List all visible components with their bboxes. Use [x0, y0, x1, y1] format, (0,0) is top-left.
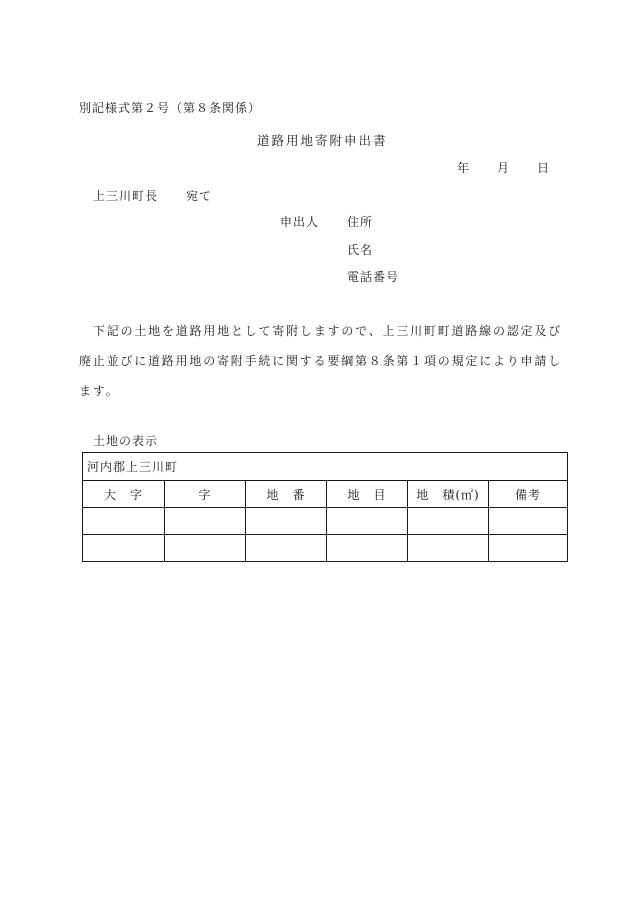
address-label: 住所 — [347, 215, 374, 229]
column-header-oaza: 大 字 — [83, 481, 165, 508]
date-month-label: 月 — [497, 161, 511, 175]
table-cell[interactable] — [489, 535, 568, 562]
table-cell[interactable] — [246, 535, 327, 562]
phone-label: 電話番号 — [347, 270, 400, 284]
land-section-heading: 土地の表示 — [93, 434, 159, 448]
table-cell[interactable] — [489, 508, 568, 535]
column-header-chiban: 地 番 — [246, 481, 327, 508]
date-year-label: 年 — [457, 161, 471, 175]
table-cell[interactable] — [408, 508, 489, 535]
location-cell: 河内郡上三川町 — [83, 453, 568, 481]
table-cell[interactable] — [246, 508, 327, 535]
addressee-name: 上三川町長 — [93, 189, 159, 203]
table-cell[interactable] — [165, 508, 246, 535]
date-day-label: 日 — [537, 161, 551, 175]
name-label: 氏名 — [347, 243, 374, 257]
column-header-area: 地 積(㎡) — [408, 481, 489, 508]
header-row — [83, 481, 568, 508]
body-line-2: 廃止並びに道路用地の寄附手続に関する要綱第８条第１項の規定により申請し — [79, 354, 563, 368]
table-cell[interactable] — [83, 535, 165, 562]
land-table — [82, 452, 568, 562]
table-cell[interactable] — [408, 535, 489, 562]
body-paragraph — [79, 316, 579, 406]
table-cell[interactable] — [83, 508, 165, 535]
table-row — [83, 508, 568, 535]
table-cell[interactable] — [165, 535, 246, 562]
table-row — [83, 535, 568, 562]
column-header-remarks: 備考 — [489, 481, 568, 508]
body-line-3: ます。 — [79, 384, 120, 398]
addressee-suffix: 宛て — [186, 189, 213, 203]
form-number: 別記様式第２号（第８条関係） — [79, 101, 262, 115]
location-row — [83, 453, 568, 481]
column-header-aza: 字 — [165, 481, 246, 508]
table-cell[interactable] — [327, 508, 408, 535]
document-title: 道路用地寄附申出書 — [257, 133, 388, 148]
body-line-1: 下記の土地を道路用地として寄附しますので、上三川町町道路線の認定及び — [93, 324, 562, 338]
column-header-chimoku: 地 目 — [327, 481, 408, 508]
table-cell[interactable] — [327, 535, 408, 562]
applicant-label: 申出人 — [280, 215, 320, 229]
